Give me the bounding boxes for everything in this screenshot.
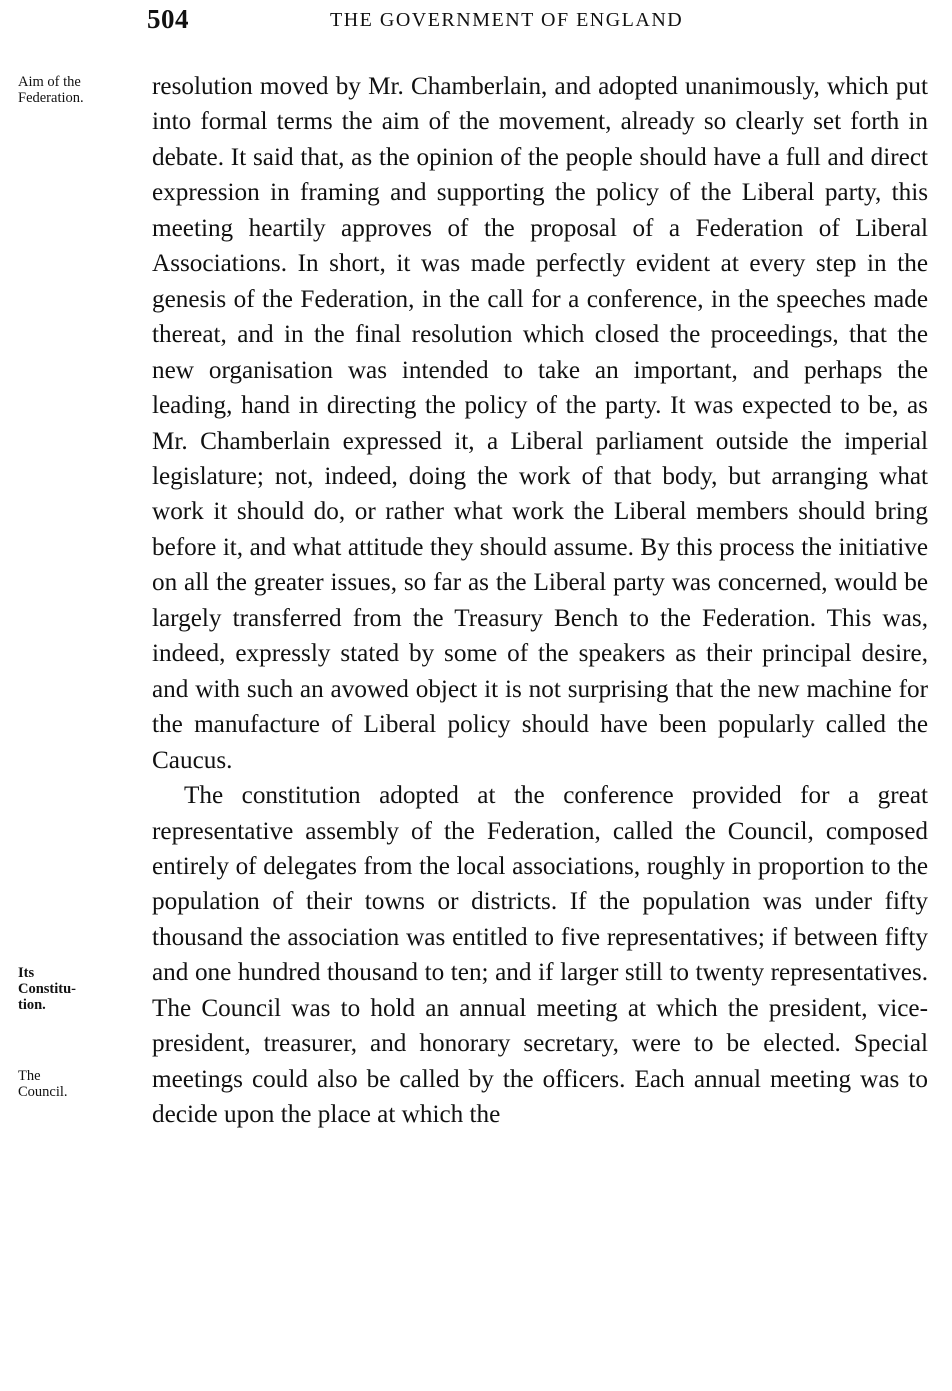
- sidenote-its-constitution: [18, 965, 138, 1013]
- sidenote-line: Federation.: [18, 90, 84, 106]
- sidenote-line: The: [18, 1068, 41, 1084]
- sidenote-line: tion.: [18, 997, 46, 1013]
- paragraph-aim: resolution moved by Mr. Chamberlain, and adopted unanimously, which put into formal terms the aim of the movement, already so clearly set forth in debate. It said that, as the opinion of the people should have a full and direct expression in framing and supporting the policy of the Liberal party, this meeting heartily approves of the proposal of a Federation of Liberal Associations. In short, it was made perfectly evident at every step in the genesis of the Federation, in the call for a conference, in the speeches made thereat, and in the final resolution which closed the proceedings, that the new organisation was intended to take an important, and perhaps the leading, hand in directing the policy of the party. It was expected to be, as Mr. Chamberlain expressed it, a Liberal parliament outside the imperial legislature; not, indeed, doing the work of that body, but arranging what work it should do, or rather what work the Liberal members should bring before it, and what attitude they should assume. By this process the initiative on all the greater issues, so far as the Liberal party was concerned, would be largely transferred from the Treasury Bench to the Federation. This was, indeed, expressly stated by some of the speakers as their principal desire, and with such an avowed object it is not surprising that the new machine for the manufacture of Liberal policy should have been popularly called the Caucus.: [152, 73, 928, 774]
- sidenote-line: Aim of the: [18, 74, 81, 90]
- page-header: [0, 4, 952, 34]
- page-number: 504: [147, 4, 189, 34]
- sidenote-line: Constitu-: [18, 981, 77, 997]
- body-text: [152, 69, 928, 1133]
- running-title: THE GOVERNMENT OF ENGLAND: [330, 9, 684, 31]
- sidenote-line: Its: [18, 965, 35, 981]
- sidenote-line: Council.: [18, 1084, 68, 1100]
- sidenote-the-council: [18, 1068, 138, 1100]
- paragraph-constitution: The constitution adopted at the conference provided for a great representative assembly of the Federation, called the Council, composed entirely of delegates from the local associations, roughly in proportion to the population of their towns or districts. If the population was under fifty thousand the association was entitled to five representatives; if between fifty and one hundred thousand to ten; and if larger still to twenty representatives. The Council was to hold an annual meeting at which the president, vice-president, treasurer, and honorary secretary, were to be elected. Special meetings could also be called by the officers. Each annual meeting was to decide upon the place at which the: [152, 782, 928, 1129]
- sidenote-aim-of-federation: [18, 74, 138, 106]
